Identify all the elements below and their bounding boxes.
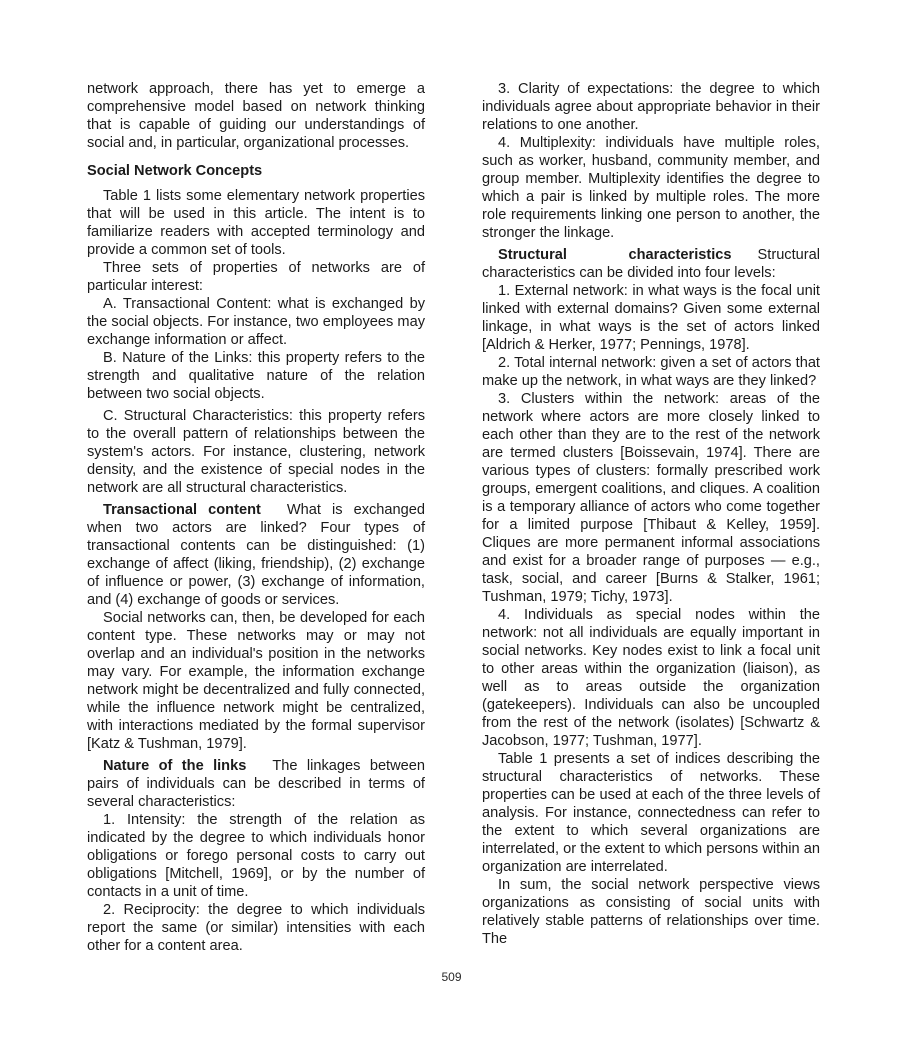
run-in-text: Structural characteristics can be divided into four levels: xyxy=(482,247,820,281)
paragraph: 4. Individuals as special nodes within the network: not all individuals are equally important in social networks. Key nodes exist to link a focal unit to other areas within the organization (liaison), as well as to areas outside the organization (gatekeepers). Individuals can also be uncoupled from the rest of the network (isolates) [Schwartz & Jacobson, 1977; Tushman, 1977]. xyxy=(482,607,820,749)
paragraph: C. Structural Characteristics: this property refers to the overall pattern of relationships between the system's actors. For instance, clustering, network density, and the existence of special nodes in the network are all structural characteristics. xyxy=(87,408,425,496)
paragraph: B. Nature of the Links: this property refers to the strength and qualitative nature of the relation between two social objects. xyxy=(87,350,425,402)
run-in-text: The linkages between pairs of individuals can be described in terms of several characteristics: xyxy=(87,758,426,810)
right-column xyxy=(482,80,820,948)
run-in-heading: Structural characteristics xyxy=(498,247,732,263)
section-heading: Social Network Concepts xyxy=(87,163,263,179)
paragraph-structural xyxy=(482,246,820,282)
paragraph: 3. Clarity of expectations: the degree to which individuals agree about appropriate behavior in their relations to one another. xyxy=(482,81,820,133)
run-in-text: What is exchanged when two actors are linked? Four types of transactional contents can be distinguished: (1) exchange of affect (liking, friendship), (2) exchange of influence or power, (3) exchange of information, and (4) exchange of goods or services. xyxy=(87,502,425,608)
paragraph: Social networks can, then, be developed for each content type. These networks may or may not overlap and an individual's position in the networks may vary. For example, the information exchange network might be decentralized and fully connected, while the influence network might be centralized, with interactions mediated by the formal supervisor [Katz & Tushman, 1979]. xyxy=(87,610,425,752)
paragraph: 1. External network: in what ways is the focal unit linked with external domains? Given some external linkage, in what ways is the set of actors linked [Aldrich & Herker, 1977; Pennings, 1978]. xyxy=(482,283,820,353)
paragraph: 1. Intensity: the strength of the relation as indicated by the degree to which individuals honor obligations or forego personal costs to carry out obligations [Mitchell, 1969], or by the number of contacts in a unit of time. xyxy=(87,812,425,900)
paragraph-transactional xyxy=(87,501,425,609)
paragraph: 2. Reciprocity: the degree to which individuals report the same (or similar) intensities with each other for a content area. xyxy=(87,902,425,954)
paragraph: Three sets of properties of networks are of particular interest: xyxy=(87,260,425,294)
paragraph: In sum, the social network perspective views organizations as consisting of social units with relatively stable patterns of relationships over time. The xyxy=(482,877,820,947)
run-in-heading: Nature of the links xyxy=(103,758,247,774)
paragraph: Table 1 lists some elementary network properties that will be used in this article. The intent is to familiarize readers with accepted terminology and provide a common set of tools. xyxy=(87,188,425,258)
run-in-heading: Transactional content xyxy=(103,502,261,518)
left-column xyxy=(87,80,425,955)
paragraph: 3. Clusters within the network: areas of the network where actors are more closely linked to each other than they are to the rest of the network are termed clusters [Boissevain, 1974]. There are various types of clusters: formally prescribed work groups, emergent coalitions, and cliques. A coalition is a temporary alliance of actors who come together for a limited purpose [Thibaut & Kelley, 1959]. Cliques are more permanent informal associations and exist for a broader range of purposes — e.g., task, social, and career [Burns & Stalker, 1961; Tushman, 1979; Tichy, 1973]. xyxy=(482,391,820,605)
paragraph: 4. Multiplexity: individuals have multiple roles, such as worker, husband, community member, and group member. Multiplexity identifies the degree to which a pair is linked by multiple roles. The more role requirements linking one person to another, the stronger the linkage. xyxy=(482,135,820,241)
paragraph: A. Transactional Content: what is exchanged by the social objects. For instance, two employees may exchange information or affect. xyxy=(87,296,425,348)
page-number: 509 xyxy=(441,970,462,984)
paragraph: network approach, there has yet to emerge a comprehensive model based on network thinking that is capable of guiding our understandings of social and, in particular, organizational processes. xyxy=(87,81,425,151)
paragraph: 2. Total internal network: given a set of actors that make up the network, in what ways are they linked? xyxy=(482,355,820,389)
paragraph-links xyxy=(87,757,425,811)
paragraph: Table 1 presents a set of indices describing the structural characteristics of networks. These properties can be used at each of the three levels of analysis. For instance, connectedness can refer to the extent to which several organizations are interrelated, or the extent to which persons within an organization are interrelated. xyxy=(482,751,820,875)
